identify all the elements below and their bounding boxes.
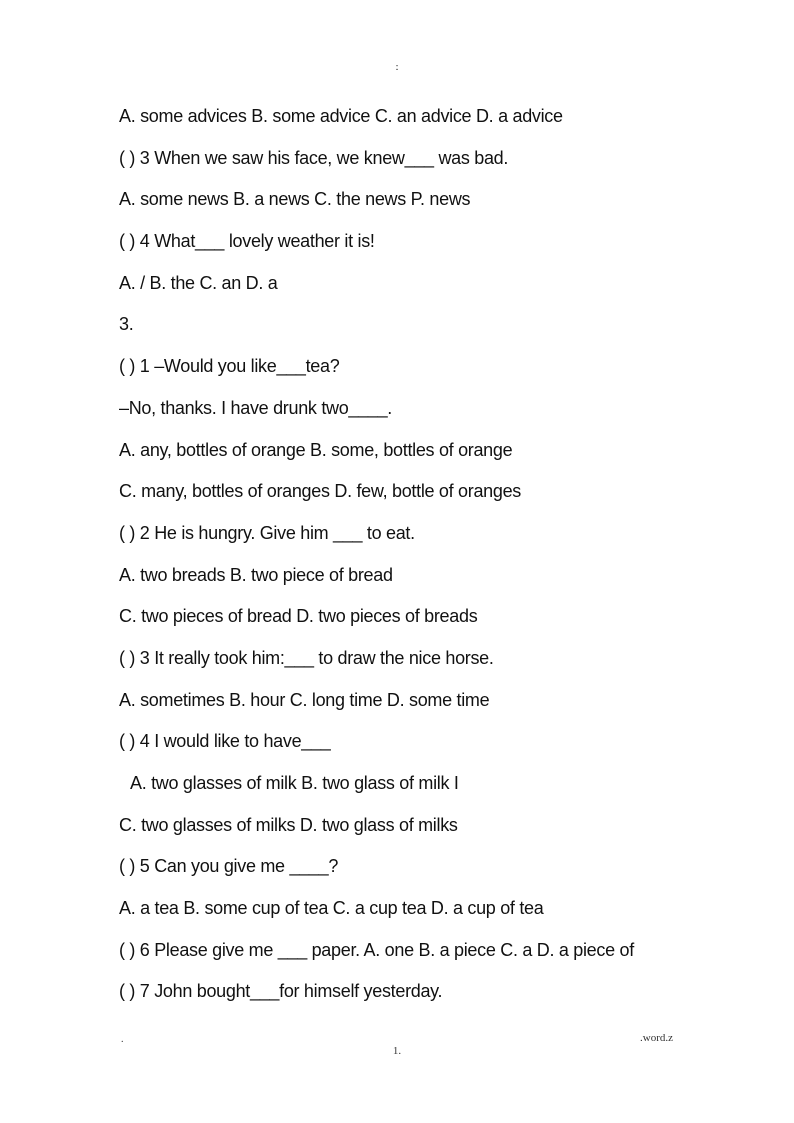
question-line: ( ) 6 Please give me ___ paper. A. one B. a piece C. a D. a piece of: [119, 939, 634, 960]
question-line: ( ) 2 He is hungry. Give him ___ to eat.: [119, 522, 415, 543]
footer-left-mark: .: [121, 1034, 124, 1045]
text-line: A. any, bottles of orange B. some, bottles of orange: [119, 439, 513, 460]
text-line: A. some advices B. some advice C. an advice D. a advice: [119, 106, 563, 126]
question-line: ( ) 3 When we saw his face, we knew___ was bad.: [119, 147, 509, 168]
text-line: A. / B. the C. an D. a: [119, 272, 278, 293]
question-line: ( ) 3 It really took him:___ to draw the nice horse.: [119, 647, 494, 668]
text-line: A. two glasses of milk B. two glass of milk I: [130, 773, 459, 793]
text-line: –No, thanks. I have drunk two____.: [119, 397, 392, 418]
question-line: ( ) 5 Can you give me ____?: [119, 856, 339, 877]
header-mark: :: [395, 61, 399, 73]
question-line: ( ) 4 I would like to have___: [119, 731, 331, 752]
text-line: A. some news B. a news C. the news P. news: [119, 189, 471, 210]
document-body: [119, 100, 719, 1017]
text-line: C. many, bottles of oranges D. few, bottle of oranges: [119, 481, 521, 502]
question-line: ( ) 7 John bought___for himself yesterday.: [119, 981, 443, 1002]
question-line: ( ) 1 –Would you like___tea?: [119, 356, 340, 377]
text-line: A. sometimes B. hour C. long time D. some time: [119, 689, 490, 710]
question-line: ( ) 4 What___ lovely weather it is!: [119, 231, 375, 252]
text-line: A. two breads B. two piece of bread: [119, 564, 393, 585]
section-heading: 3.: [119, 314, 134, 335]
page-number: 1.: [392, 1045, 402, 1057]
footer-right-text: .word.z: [640, 1032, 673, 1044]
text-line: C. two glasses of milks D. two glass of milks: [119, 814, 458, 835]
text-line: C. two pieces of bread D. two pieces of breads: [119, 606, 478, 627]
text-line: A. a tea B. some cup of tea C. a cup tea D. a cup of tea: [119, 898, 544, 919]
